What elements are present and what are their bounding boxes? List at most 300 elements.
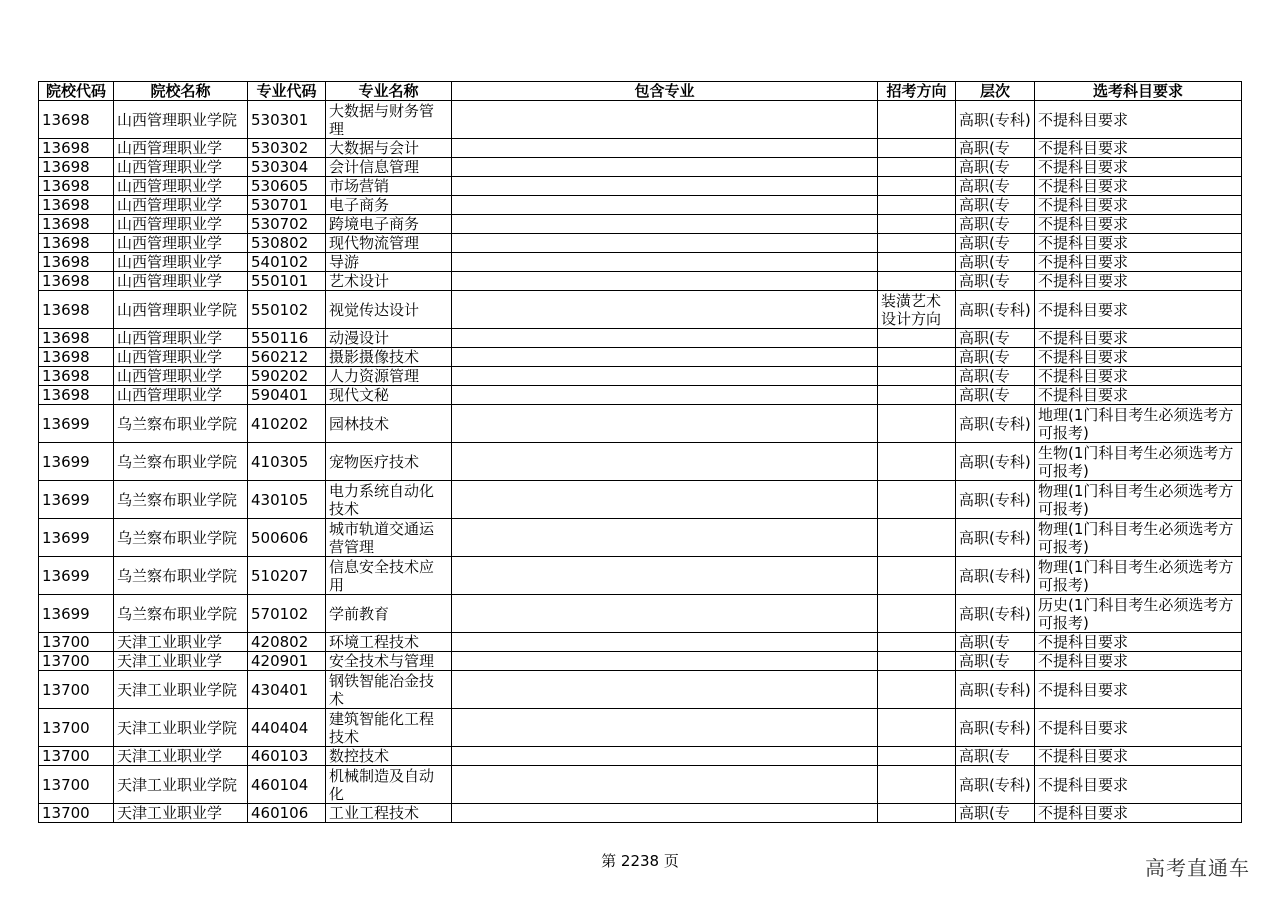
cell-major-name — [326, 196, 452, 215]
cell-direction — [878, 443, 956, 481]
cell-level — [956, 253, 1035, 272]
cell-direction — [878, 291, 956, 329]
admissions-table — [38, 81, 1242, 823]
cell-direction-text — [881, 139, 952, 157]
cell-included-majors — [452, 633, 878, 652]
cell-included-majors-text — [455, 196, 874, 214]
cell-direction-text — [881, 272, 952, 290]
cell-subject-requirement-text: 不提科目要求 — [1038, 272, 1129, 290]
cell-included-majors — [452, 405, 878, 443]
cell-major-name-text: 会计信息管理 — [329, 158, 420, 176]
cell-subject-requirement-text: 地理(1门科目考生必须选考方可报考) — [1038, 405, 1234, 442]
cell-school-name-text: 天津工业职业学院 — [117, 775, 238, 794]
table-row — [39, 519, 1242, 557]
cell-direction-text — [881, 633, 952, 651]
cell-school-code-text: 13698 — [42, 253, 90, 271]
cell-level — [956, 747, 1035, 766]
cell-school-code-text: 13698 — [42, 215, 90, 233]
cell-direction — [878, 804, 956, 823]
cell-school-name-text: 山西管理职业学 — [117, 234, 223, 252]
cell-included-majors-text — [455, 652, 874, 670]
cell-major-name — [326, 177, 452, 196]
cell-school-code — [39, 519, 114, 557]
cell-school-name-text: 山西管理职业学 — [117, 158, 223, 176]
cell-major-code — [248, 766, 326, 804]
cell-direction — [878, 709, 956, 747]
cell-subject-requirement-text: 物理(1门科目考生必须选考方可报考) — [1038, 481, 1234, 518]
cell-major-code — [248, 234, 326, 253]
cell-major-code — [248, 272, 326, 291]
table-row — [39, 158, 1242, 177]
cell-included-majors-text — [455, 177, 874, 195]
cell-major-name — [326, 747, 452, 766]
table-row — [39, 196, 1242, 215]
cell-school-code — [39, 443, 114, 481]
table-row — [39, 139, 1242, 158]
cell-school-name — [114, 443, 248, 481]
cell-major-code-text: 550116 — [251, 329, 309, 347]
cell-level-text: 高职(专科) — [959, 110, 1031, 129]
cell-school-code — [39, 633, 114, 652]
cell-level-text: 高职(专 — [959, 329, 1010, 347]
cell-school-name — [114, 348, 248, 367]
cell-direction — [878, 557, 956, 595]
cell-school-code-text: 13699 — [42, 452, 90, 471]
cell-major-code — [248, 557, 326, 595]
cell-included-majors — [452, 291, 878, 329]
cell-major-name-text: 大数据与财务管理 — [329, 101, 435, 138]
table-row — [39, 671, 1242, 709]
table-row — [39, 804, 1242, 823]
cell-school-name-text: 山西管理职业学 — [117, 348, 223, 366]
cell-school-name-text: 天津工业职业学 — [117, 747, 223, 765]
cell-school-name — [114, 633, 248, 652]
cell-subject-requirement — [1035, 101, 1242, 139]
cell-school-code-text: 13698 — [42, 110, 90, 129]
cell-direction — [878, 386, 956, 405]
cell-direction-text — [881, 804, 952, 822]
cell-subject-requirement-text: 不提科目要求 — [1038, 747, 1129, 765]
cell-level — [956, 519, 1035, 557]
cell-included-majors-text — [455, 386, 874, 404]
cell-level-text: 高职(专 — [959, 804, 1010, 822]
cell-included-majors-text — [455, 329, 874, 347]
cell-major-code-text: 530702 — [251, 215, 309, 233]
cell-major-code — [248, 348, 326, 367]
cell-subject-requirement-text: 不提科目要求 — [1038, 652, 1129, 670]
cell-subject-requirement-text: 物理(1门科目考生必须选考方可报考) — [1038, 519, 1234, 556]
cell-direction — [878, 595, 956, 633]
header-school-name: 院校名称 — [114, 82, 248, 101]
cell-major-name-text: 导游 — [329, 253, 360, 271]
cell-major-name-text: 机械制造及自动化 — [329, 766, 435, 803]
cell-included-majors — [452, 652, 878, 671]
table-row — [39, 386, 1242, 405]
cell-direction — [878, 158, 956, 177]
cell-major-code-text: 540102 — [251, 253, 309, 271]
header-subject-requirement: 选考科目要求 — [1035, 82, 1242, 101]
cell-subject-requirement — [1035, 443, 1242, 481]
cell-school-name — [114, 158, 248, 177]
cell-school-code — [39, 386, 114, 405]
cell-school-name-text: 乌兰察布职业学院 — [117, 452, 238, 471]
table-row — [39, 101, 1242, 139]
cell-included-majors-text — [455, 253, 874, 271]
cell-major-name-text: 环境工程技术 — [329, 633, 420, 651]
cell-direction — [878, 348, 956, 367]
cell-subject-requirement-text: 不提科目要求 — [1038, 215, 1129, 233]
cell-major-name — [326, 291, 452, 329]
cell-major-name-text: 摄影摄像技术 — [329, 348, 420, 366]
cell-included-majors — [452, 215, 878, 234]
cell-direction — [878, 633, 956, 652]
cell-school-code-text: 13698 — [42, 386, 90, 404]
cell-school-code — [39, 405, 114, 443]
cell-major-code-text: 530304 — [251, 158, 309, 176]
cell-major-code-text: 420901 — [251, 652, 309, 670]
cell-school-name — [114, 804, 248, 823]
cell-level — [956, 177, 1035, 196]
cell-included-majors — [452, 196, 878, 215]
cell-included-majors-text — [455, 158, 874, 176]
cell-included-majors — [452, 747, 878, 766]
cell-major-name — [326, 709, 452, 747]
cell-school-code-text: 13700 — [42, 775, 90, 794]
cell-school-name-text: 山西管理职业学院 — [117, 300, 238, 319]
cell-level — [956, 766, 1035, 804]
table-row — [39, 253, 1242, 272]
cell-major-code — [248, 671, 326, 709]
cell-direction — [878, 481, 956, 519]
cell-included-majors — [452, 329, 878, 348]
cell-major-name — [326, 652, 452, 671]
cell-school-name — [114, 234, 248, 253]
cell-direction — [878, 671, 956, 709]
cell-school-name-text: 山西管理职业学 — [117, 177, 223, 195]
cell-subject-requirement-text: 不提科目要求 — [1038, 110, 1129, 129]
cell-school-name-text: 山西管理职业学 — [117, 139, 223, 157]
cell-school-code-text: 13699 — [42, 604, 90, 623]
cell-level-text: 高职(专科) — [959, 604, 1031, 623]
cell-subject-requirement-text: 物理(1门科目考生必须选考方可报考) — [1038, 557, 1234, 594]
cell-included-majors — [452, 367, 878, 386]
cell-major-code-text: 550101 — [251, 272, 309, 290]
cell-direction-text — [881, 196, 952, 214]
cell-major-name — [326, 443, 452, 481]
cell-subject-requirement — [1035, 747, 1242, 766]
cell-school-name-text: 乌兰察布职业学院 — [117, 528, 238, 547]
cell-school-code-text: 13700 — [42, 633, 90, 651]
cell-major-code — [248, 804, 326, 823]
table-row — [39, 481, 1242, 519]
cell-subject-requirement-text: 历史(1门科目考生必须选考方可报考) — [1038, 595, 1234, 632]
cell-major-code-text: 560212 — [251, 348, 309, 366]
cell-subject-requirement-text: 不提科目要求 — [1038, 633, 1129, 651]
cell-school-code-text: 13698 — [42, 234, 90, 252]
cell-level-text: 高职(专 — [959, 367, 1010, 385]
cell-major-code — [248, 633, 326, 652]
cell-direction — [878, 652, 956, 671]
cell-school-code-text: 13699 — [42, 528, 90, 547]
cell-school-code-text: 13698 — [42, 367, 90, 385]
table-row — [39, 443, 1242, 481]
cell-school-name — [114, 139, 248, 158]
cell-major-name — [326, 234, 452, 253]
cell-included-majors — [452, 519, 878, 557]
cell-school-name — [114, 595, 248, 633]
cell-subject-requirement — [1035, 272, 1242, 291]
table-row — [39, 766, 1242, 804]
cell-school-name-text: 山西管理职业学 — [117, 196, 223, 214]
cell-school-name-text: 天津工业职业学院 — [117, 718, 238, 737]
cell-level-text: 高职(专科) — [959, 680, 1031, 699]
cell-major-code-text: 460104 — [251, 775, 309, 794]
cell-subject-requirement-text: 不提科目要求 — [1038, 348, 1129, 366]
cell-major-code-text: 460106 — [251, 804, 309, 822]
cell-major-name-text: 安全技术与管理 — [329, 652, 435, 670]
cell-included-majors-text — [455, 215, 874, 233]
cell-school-name-text: 乌兰察布职业学院 — [117, 566, 238, 585]
cell-major-code — [248, 747, 326, 766]
table-body — [39, 101, 1242, 823]
cell-included-majors-text — [455, 747, 874, 765]
cell-direction-text: 装潢艺术设计方向 — [881, 291, 942, 328]
cell-level-text: 高职(专 — [959, 234, 1010, 252]
cell-major-name — [326, 481, 452, 519]
cell-level — [956, 367, 1035, 386]
cell-major-code — [248, 443, 326, 481]
cell-level-text: 高职(专科) — [959, 490, 1031, 509]
cell-major-code — [248, 405, 326, 443]
cell-school-name-text: 天津工业职业学 — [117, 804, 223, 822]
cell-level-text: 高职(专 — [959, 747, 1010, 765]
cell-subject-requirement-text: 不提科目要求 — [1038, 253, 1129, 271]
cell-level-text: 高职(专 — [959, 215, 1010, 233]
cell-school-code — [39, 291, 114, 329]
cell-subject-requirement-text: 不提科目要求 — [1038, 367, 1129, 385]
cell-school-name-text: 山西管理职业学 — [117, 272, 223, 290]
cell-included-majors — [452, 443, 878, 481]
table-row — [39, 234, 1242, 253]
cell-level — [956, 139, 1035, 158]
cell-direction — [878, 405, 956, 443]
cell-subject-requirement-text: 不提科目要求 — [1038, 300, 1129, 319]
cell-school-code — [39, 367, 114, 386]
cell-major-name — [326, 804, 452, 823]
cell-level-text: 高职(专科) — [959, 452, 1031, 471]
table-row — [39, 405, 1242, 443]
watermark: 高考直通车 — [1145, 856, 1250, 880]
cell-school-name — [114, 709, 248, 747]
cell-direction — [878, 519, 956, 557]
cell-school-name — [114, 196, 248, 215]
cell-school-name-text: 乌兰察布职业学院 — [117, 604, 238, 623]
cell-major-name-text: 园林技术 — [329, 414, 390, 433]
cell-school-code-text: 13699 — [42, 566, 90, 585]
cell-included-majors-text — [455, 272, 874, 290]
cell-school-name — [114, 177, 248, 196]
cell-school-code-text: 13700 — [42, 804, 90, 822]
cell-major-name-text: 数控技术 — [329, 747, 390, 765]
cell-direction-text — [881, 253, 952, 271]
table-row — [39, 291, 1242, 329]
cell-direction — [878, 101, 956, 139]
cell-subject-requirement-text: 不提科目要求 — [1038, 775, 1129, 794]
cell-school-code — [39, 177, 114, 196]
cell-school-name — [114, 652, 248, 671]
cell-subject-requirement — [1035, 709, 1242, 747]
cell-major-code-text: 550102 — [251, 300, 309, 319]
cell-school-code — [39, 804, 114, 823]
cell-subject-requirement-text: 不提科目要求 — [1038, 139, 1129, 157]
cell-level — [956, 804, 1035, 823]
cell-school-code-text: 13700 — [42, 718, 90, 737]
cell-major-code-text: 420802 — [251, 633, 309, 651]
cell-included-majors-text — [455, 139, 874, 157]
cell-direction-text — [881, 386, 952, 404]
cell-major-name — [326, 158, 452, 177]
cell-major-name — [326, 405, 452, 443]
cell-subject-requirement — [1035, 253, 1242, 272]
cell-major-name — [326, 766, 452, 804]
cell-level-text: 高职(专 — [959, 652, 1010, 670]
cell-included-majors — [452, 804, 878, 823]
cell-major-name-text: 视觉传达设计 — [329, 300, 420, 319]
cell-subject-requirement — [1035, 557, 1242, 595]
cell-major-code — [248, 196, 326, 215]
cell-major-name — [326, 101, 452, 139]
cell-major-name-text: 工业工程技术 — [329, 804, 420, 822]
cell-major-name — [326, 386, 452, 405]
cell-major-name-text: 电力系统自动化技术 — [329, 481, 435, 518]
cell-school-name-text: 山西管理职业学 — [117, 253, 223, 271]
cell-school-code-text: 13699 — [42, 490, 90, 509]
cell-school-code-text: 13700 — [42, 680, 90, 699]
cell-major-code — [248, 139, 326, 158]
cell-school-code-text: 13699 — [42, 414, 90, 433]
header-level: 层次 — [956, 82, 1035, 101]
cell-level — [956, 272, 1035, 291]
cell-level-text: 高职(专科) — [959, 566, 1031, 585]
cell-major-name — [326, 253, 452, 272]
cell-school-code — [39, 196, 114, 215]
cell-level — [956, 595, 1035, 633]
cell-subject-requirement-text: 不提科目要求 — [1038, 196, 1129, 214]
cell-major-code — [248, 291, 326, 329]
cell-school-code — [39, 652, 114, 671]
cell-included-majors — [452, 709, 878, 747]
cell-level — [956, 101, 1035, 139]
cell-major-name — [326, 215, 452, 234]
cell-major-name-text: 学前教育 — [329, 604, 390, 623]
cell-included-majors — [452, 234, 878, 253]
cell-school-code — [39, 348, 114, 367]
table-row — [39, 177, 1242, 196]
cell-school-code — [39, 253, 114, 272]
cell-school-name — [114, 329, 248, 348]
cell-school-name-text: 山西管理职业学 — [117, 215, 223, 233]
cell-major-name — [326, 329, 452, 348]
cell-direction — [878, 196, 956, 215]
cell-subject-requirement — [1035, 329, 1242, 348]
cell-major-name — [326, 367, 452, 386]
cell-major-code — [248, 367, 326, 386]
cell-level-text: 高职(专 — [959, 633, 1010, 651]
cell-level-text: 高职(专科) — [959, 718, 1031, 737]
cell-school-code-text: 13700 — [42, 747, 90, 765]
cell-school-name — [114, 386, 248, 405]
cell-direction — [878, 367, 956, 386]
cell-direction-text — [881, 348, 952, 366]
cell-major-code — [248, 101, 326, 139]
cell-included-majors — [452, 158, 878, 177]
cell-level-text: 高职(专 — [959, 196, 1010, 214]
cell-school-name — [114, 766, 248, 804]
cell-subject-requirement-text: 不提科目要求 — [1038, 386, 1129, 404]
cell-major-code-text: 410202 — [251, 414, 309, 433]
cell-school-code — [39, 234, 114, 253]
cell-major-code — [248, 215, 326, 234]
cell-direction — [878, 272, 956, 291]
cell-level-text: 高职(专 — [959, 348, 1010, 366]
cell-direction-text — [881, 329, 952, 347]
page-number: 第 2238 页 — [601, 852, 679, 870]
cell-school-name-text: 乌兰察布职业学院 — [117, 490, 238, 509]
cell-direction — [878, 329, 956, 348]
cell-subject-requirement — [1035, 196, 1242, 215]
cell-included-majors-text — [455, 633, 874, 651]
cell-major-code — [248, 386, 326, 405]
cell-major-name — [326, 348, 452, 367]
cell-direction-text — [881, 158, 952, 176]
cell-major-code-text: 440404 — [251, 718, 309, 737]
cell-major-code — [248, 177, 326, 196]
cell-major-name — [326, 272, 452, 291]
table-row — [39, 272, 1242, 291]
cell-major-name — [326, 633, 452, 652]
table-row — [39, 367, 1242, 386]
header-row — [39, 82, 1242, 101]
cell-school-code-text: 13698 — [42, 139, 90, 157]
cell-direction — [878, 139, 956, 158]
cell-subject-requirement — [1035, 633, 1242, 652]
cell-subject-requirement-text: 不提科目要求 — [1038, 329, 1129, 347]
cell-direction — [878, 215, 956, 234]
table-row — [39, 709, 1242, 747]
cell-major-code-text: 530301 — [251, 110, 309, 129]
cell-major-name-text: 建筑智能化工程技术 — [329, 709, 435, 746]
cell-subject-requirement-text: 不提科目要求 — [1038, 158, 1129, 176]
cell-major-name-text: 宠物医疗技术 — [329, 452, 420, 471]
cell-subject-requirement-text: 生物(1门科目考生必须选考方可报考) — [1038, 443, 1234, 480]
cell-subject-requirement — [1035, 348, 1242, 367]
cell-major-code-text: 590401 — [251, 386, 309, 404]
cell-subject-requirement — [1035, 215, 1242, 234]
cell-subject-requirement — [1035, 139, 1242, 158]
cell-level — [956, 234, 1035, 253]
cell-school-name-text: 天津工业职业学 — [117, 633, 223, 651]
cell-included-majors — [452, 557, 878, 595]
cell-major-code — [248, 595, 326, 633]
cell-major-code-text: 530302 — [251, 139, 309, 157]
cell-subject-requirement — [1035, 804, 1242, 823]
cell-major-name-text: 信息安全技术应用 — [329, 557, 435, 594]
cell-level-text: 高职(专 — [959, 386, 1010, 404]
cell-subject-requirement — [1035, 652, 1242, 671]
cell-direction-text — [881, 234, 952, 252]
cell-subject-requirement-text: 不提科目要求 — [1038, 804, 1129, 822]
cell-included-majors — [452, 139, 878, 158]
